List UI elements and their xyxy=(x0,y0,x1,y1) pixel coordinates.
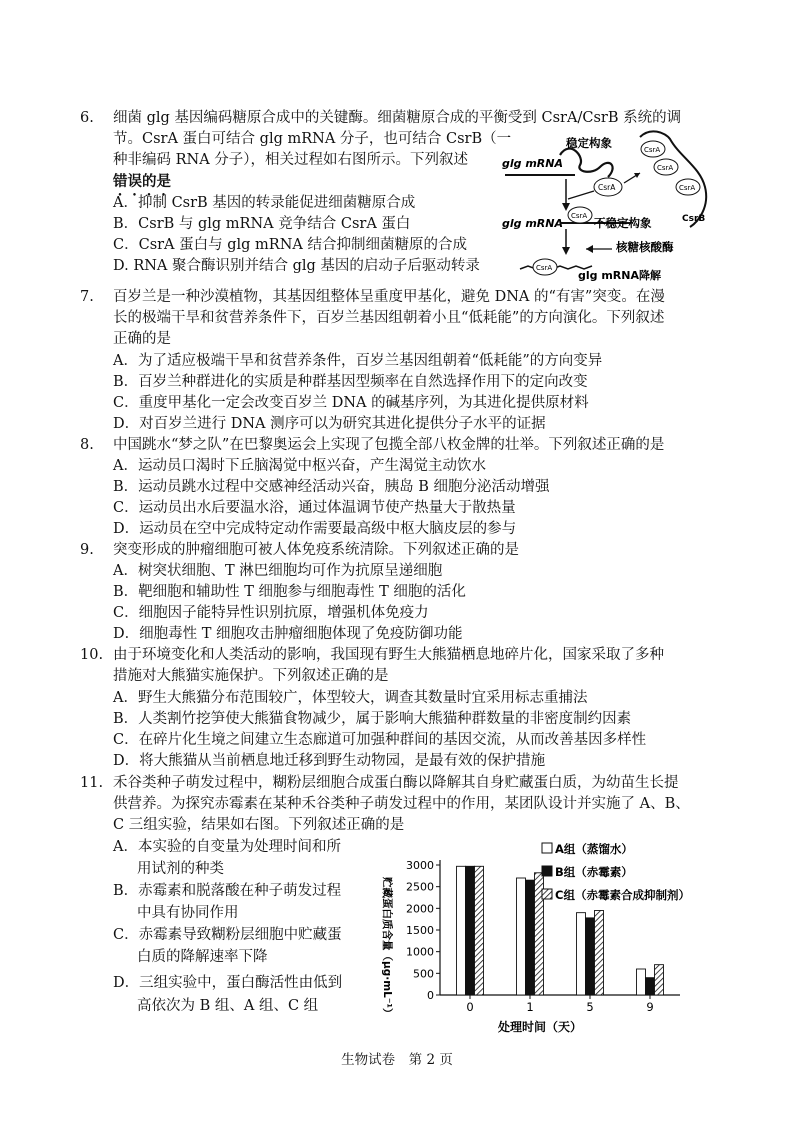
option: A．为了适应极端干旱和贫营养条件，百岁兰基因组朝着“低耗能”的方向变异 xyxy=(113,353,603,369)
legend-swatch xyxy=(542,843,552,853)
question-stem-line: 由于环境变化和人类活动的影响，我国现有野生大熊猫栖息地碎片化，国家采取了多种 xyxy=(113,647,664,663)
option-cont: 白质的降解速率下降 xyxy=(137,949,268,965)
option: A．树突状细胞、T 淋巴细胞均可作为抗原呈递细胞 xyxy=(113,563,443,579)
option: A．抑制 CsrB 基因的转录能促进细菌糖原合成 xyxy=(113,195,416,211)
x-tick-label: 5 xyxy=(586,1000,594,1014)
option: C．运动员出水后要温水浴，通过体温调节使产热量大于散热量 xyxy=(113,500,516,516)
bar xyxy=(517,878,526,995)
question-number: 9. xyxy=(80,542,94,558)
x-tick-label: 0 xyxy=(466,1000,474,1014)
option: A．运动员口渴时下丘脑渴觉中枢兴奋，产生渴觉主动饮水 xyxy=(113,458,486,474)
option: B．运动员跳水过程中交感神经活动兴奋，胰岛 B 细胞分泌活动增强 xyxy=(113,479,550,495)
csra-badge: CsrA xyxy=(536,264,553,272)
bar xyxy=(577,913,586,995)
y-tick-label: 2000 xyxy=(406,902,434,916)
question-number: 6. xyxy=(80,110,94,126)
option: C．重度甲基化一定会改变百岁兰 DNA 的碱基序列，为其进化提供原材料 xyxy=(113,395,589,411)
page-footer: 生物试卷 第 2 页 xyxy=(341,1052,453,1068)
question-number: 11. xyxy=(80,775,104,791)
question-stem-line: 长的极端干旱和贫营养条件下，百岁兰基因组朝着小且“低耗能”的方向演化。下列叙述 xyxy=(113,310,665,326)
y-tick-label: 0 xyxy=(427,989,434,1002)
x-tick-label: 1 xyxy=(526,1000,534,1014)
y-tick-label: 3000 xyxy=(406,859,434,872)
y-tick-label: 500 xyxy=(413,967,434,981)
label-glg-mrna-2: glg mRNA xyxy=(502,217,563,230)
label-stable: 稳定构象 xyxy=(566,136,612,150)
option-cont: 高依次为 B 组、A 组、C 组 xyxy=(137,998,319,1014)
csra-badge: CsrA xyxy=(679,184,696,192)
option: A．野生大熊猫分布范围较广，体型较大，调查其数量时宜采用标志重捕法 xyxy=(113,690,588,706)
label-glg-mrna-1: glg mRNA xyxy=(502,157,563,170)
option: D．三组实验中，蛋白酶活性由低到 xyxy=(113,975,343,991)
csra-badge: CsrA xyxy=(571,212,588,220)
legend-label: A组（蒸馏水） xyxy=(555,842,633,856)
y-tick-label: 2500 xyxy=(406,880,434,894)
legend-label: C组（赤霉素合成抑制剂） xyxy=(555,888,690,902)
legend-swatch xyxy=(542,889,552,899)
option: D．将大熊猫从当前栖息地迁移到野生动物园，是最有效的保护措施 xyxy=(113,753,546,769)
bar xyxy=(475,866,484,995)
y-axis-label: 贮藏蛋白质含量（μg·mL⁻¹） xyxy=(381,877,393,1019)
protein-content-bar-chart xyxy=(370,835,720,1040)
option: D．细胞毒性 T 细胞攻击肿瘤细胞体现了免疫防御功能 xyxy=(113,626,463,642)
question-number: 7. xyxy=(80,289,94,305)
question-stem-line: 节。CsrA 蛋白可结合 glg mRNA 分子，也可结合 CsrB（一 xyxy=(113,131,512,147)
bar xyxy=(637,969,646,995)
question-stem-line: C 三组实验，结果如右图。下列叙述正确的是 xyxy=(113,817,405,833)
option-cont: 中具有协同作用 xyxy=(137,905,239,921)
bar xyxy=(457,866,466,995)
question-stem-line: 正确的是 xyxy=(113,331,171,347)
stable-mrna-loop xyxy=(560,149,613,177)
question-stem-line: 种非编码 RNA 分子），相关过程如右图所示。下列叙述 xyxy=(113,152,469,168)
option: B．CsrB 与 glg mRNA 竞争结合 CsrA 蛋白 xyxy=(113,216,411,232)
label-csrb: CsrB xyxy=(682,214,706,224)
question-stem-emphasis: 错误的是 xyxy=(113,173,171,190)
question-stem-line: 措施对大熊猫实施保护。下列叙述正确的是 xyxy=(113,668,389,684)
option: B．赤霉素和脱落酸在种子萌发过程 xyxy=(113,883,342,899)
question-stem-line: 百岁兰是一种沙漠植物，其基因组整体呈重度甲基化，避免 DNA 的“有害”突变。在漫 xyxy=(113,289,665,305)
option: C．细胞因子能特异性识别抗原，增强机体免疫力 xyxy=(113,605,429,621)
x-axis-label: 处理时间（天） xyxy=(497,1020,583,1034)
y-tick-label: 1000 xyxy=(406,945,434,959)
bar xyxy=(586,918,595,995)
question-stem-line: 中国跳水“梦之队”在巴黎奥运会上实现了包揽全部八枚金牌的壮举。下列叙述正确的是 xyxy=(113,437,665,453)
option: B．靶细胞和辅助性 T 细胞参与细胞毒性 T 细胞的活化 xyxy=(113,584,466,600)
legend-label: B组（赤霉素） xyxy=(555,865,633,879)
label-enzyme: 核糖核酸酶 xyxy=(616,240,674,254)
bar xyxy=(595,911,604,996)
option: B．人类割竹挖笋使大熊猫食物减少，属于影响大熊猫种群数量的非密度制约因素 xyxy=(113,711,632,727)
option: C．赤霉素导致糊粉层细胞中贮藏蛋 xyxy=(113,927,342,943)
question-number: 8. xyxy=(80,437,94,453)
csra-badge: CsrA xyxy=(598,183,616,192)
bar xyxy=(646,978,655,995)
question-number: 10. xyxy=(80,647,104,663)
option-cont: 用试剂的种类 xyxy=(137,861,224,877)
question-stem-line: 细菌 glg 基因编码糖原合成中的关键酶。细菌糖原合成的平衡受到 CsrA/CsrB 系统的调 xyxy=(113,110,682,126)
y-tick-label: 1500 xyxy=(406,924,434,937)
question-stem-line: 供营养。为探究赤霉素在某种禾谷类种子萌发过程中的作用，某团队设计并实施了 A、B、 xyxy=(113,796,690,812)
bar xyxy=(466,866,475,995)
csra-badge: CsrA xyxy=(644,146,661,154)
option: B．百岁兰种群进化的实质是种群基因型频率在自然选择作用下的定向改变 xyxy=(113,374,588,390)
question-stem-line: 禾谷类种子萌发过程中，糊粉层细胞合成蛋白酶以降解其自身贮藏蛋白质，为幼苗生长提 xyxy=(113,775,679,791)
option: C．CsrA 蛋白与 glg mRNA 结合抑制细菌糖原的合成 xyxy=(113,237,467,253)
bar xyxy=(526,880,535,995)
csra-badge: CsrA xyxy=(657,164,674,172)
bar xyxy=(655,965,664,995)
option: D. RNA 聚合酶识别并结合 glg 基因的启动子后驱动转录 xyxy=(113,258,480,274)
label-unstable: 不稳定构象 xyxy=(594,216,652,230)
option: A．本实验的自变量为处理时间和所 xyxy=(113,839,341,855)
option: D．运动员在空中完成特定动作需要最高级中枢大脑皮层的参与 xyxy=(113,521,517,537)
x-tick-label: 9 xyxy=(646,1000,654,1014)
legend-swatch xyxy=(542,866,552,876)
option: C．在碎片化生境之间建立生态廊道可加强种群间的基因交流，从而改善基因多样性 xyxy=(113,732,647,748)
question-stem-line: 突变形成的肿瘤细胞可被人体免疫系统清除。下列叙述正确的是 xyxy=(113,542,519,558)
label-degrade: glg mRNA降解 xyxy=(578,269,661,282)
csra-csrb-diagram xyxy=(500,127,720,287)
option: D．对百岁兰进行 DNA 测序可以为研究其进化提供分子水平的证据 xyxy=(113,416,546,432)
